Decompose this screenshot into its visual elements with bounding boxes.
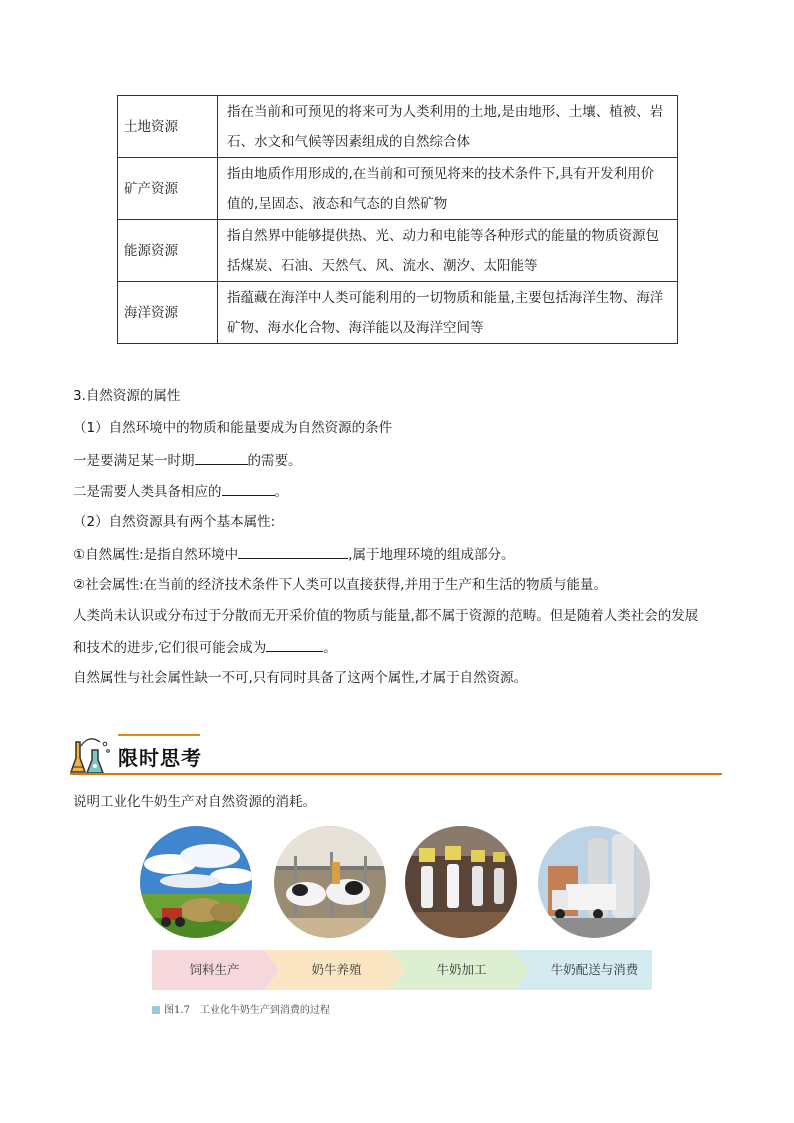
desc-line: 值的,呈固态、液态和气态的自然矿物 [227, 195, 448, 212]
text: ①自然属性:是指自然环境中 [73, 547, 239, 563]
desc-line: 矿物、海水化合物、海洋能以及海洋空间等 [227, 319, 484, 336]
fill-blank[interactable] [222, 481, 275, 496]
step-label: 牛奶配送与消费 [550, 962, 639, 977]
note-line: 人类尚未认识或分布过于分散而无开采价值的物质与能量,都不属于资源的范畴。但是随着人类社会的发展 [73, 608, 699, 624]
text: 和技术的进步,它们很可能会成为 [73, 640, 267, 656]
text: ,属于地理环境的组成部分。 [348, 547, 515, 563]
caption-text: 图1.7 工业化牛奶生产到消费的过程 [164, 1005, 330, 1016]
step-label: 奶牛养殖 [311, 962, 362, 977]
accent-line [118, 734, 200, 736]
desc-line: 指由地质作用形成的,在当前和可预见将来的技术条件下,具有开发利用价 [227, 165, 655, 182]
note-line [73, 637, 733, 658]
milk-delivery-photo [538, 826, 650, 938]
resource-description [218, 282, 678, 344]
fill-blank[interactable] [195, 450, 248, 465]
caption-marker [152, 1006, 160, 1014]
resource-description [218, 158, 678, 220]
table-row [118, 282, 678, 344]
section-title: 限时思考 [118, 746, 202, 770]
resource-description [218, 96, 678, 158]
desc-line: 石、水文和气候等因素组成的自然综合体 [227, 133, 470, 150]
resource-name: 矿产资源 [118, 158, 218, 220]
resource-description [218, 220, 678, 282]
subheading: （1）自然环境中的物质和能量要成为自然资源的条件 [73, 420, 393, 436]
resource-name: 能源资源 [118, 220, 218, 282]
condition-line [73, 481, 733, 502]
dairy-farming-photo [274, 826, 386, 938]
desc-line: 括煤炭、石油、天然气、风、流水、潮汐、太阳能等 [227, 257, 538, 274]
fill-blank[interactable] [238, 544, 348, 559]
text: 。 [323, 640, 337, 656]
table-row [118, 220, 678, 282]
figure-caption [152, 1001, 330, 1016]
section-heading: 3.自然资源的属性 [73, 388, 181, 404]
desc-line: 指蕴藏在海洋中人类可能利用的一切物质和能量,主要包括海洋生物、海洋 [227, 289, 664, 306]
step-label: 牛奶加工 [436, 962, 487, 977]
text: 一是要满足某一时期 [73, 453, 195, 469]
conclusion-line: 自然属性与社会属性缺一不可,只有同时具备了这两个属性,才属于自然资源。 [73, 670, 528, 686]
resource-name: 海洋资源 [118, 282, 218, 344]
attribute-line: ②社会属性:在当前的经济技术条件下人类可以直接获得,并用于生产和生活的物质与能量。 [73, 577, 607, 593]
resource-name: 土地资源 [118, 96, 218, 158]
table-row [118, 158, 678, 220]
text: 的需要。 [247, 453, 302, 469]
text: 。 [274, 484, 288, 500]
feed-production-photo [140, 826, 252, 938]
process-flow [152, 950, 652, 990]
desc-line: 指在当前和可预见的将来可为人类利用的土地,是由地形、土壤、植被、岩 [227, 103, 664, 120]
fill-blank[interactable] [266, 637, 323, 652]
milk-processing-photo [405, 826, 517, 938]
divider [70, 773, 722, 775]
text: 二是需要人类具备相应的 [73, 484, 222, 500]
attribute-line [73, 544, 733, 565]
condition-line [73, 450, 733, 471]
question-text: 说明工业化牛奶生产对自然资源的消耗。 [73, 794, 316, 810]
subheading: （2）自然资源具有两个基本属性: [73, 514, 276, 530]
desc-line: 指自然界中能够提供热、光、动力和电能等各种形式的能量的物质资源包 [227, 227, 659, 244]
section-header [70, 732, 722, 778]
step-label: 饲料生产 [189, 962, 240, 977]
flask-icon [70, 736, 112, 776]
table-row [118, 96, 678, 158]
resource-table [117, 95, 678, 344]
